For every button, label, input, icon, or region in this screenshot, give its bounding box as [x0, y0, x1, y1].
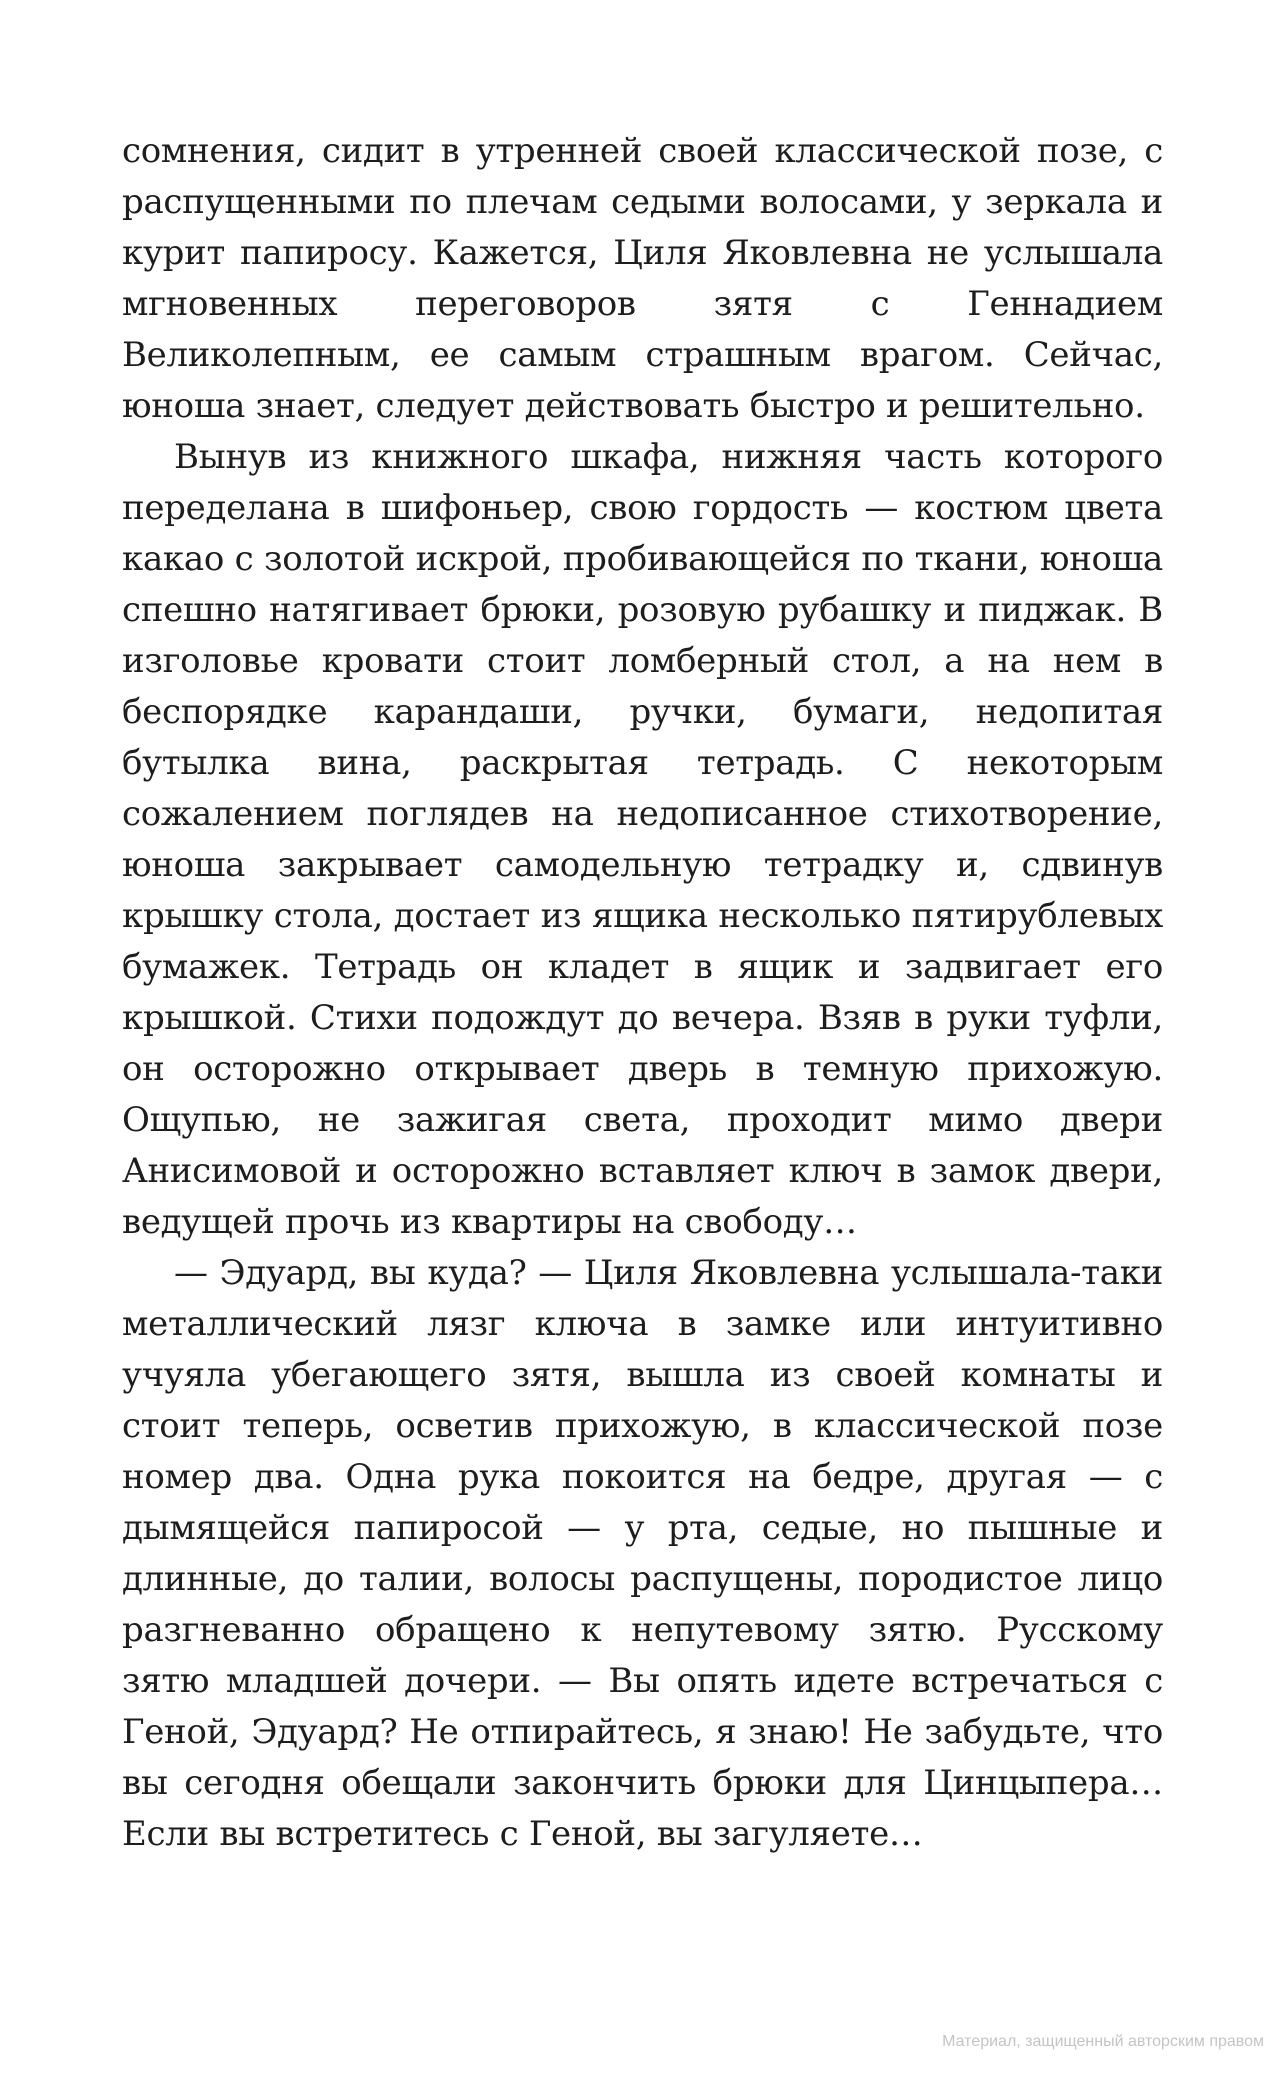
paragraph-2: Вынув из книжного шкафа, нижняя часть которого переделана в шифоньер, свою гордость — костюм цвета какао с золотой искрой, пробивающейся по ткани, юноша спешно натягивает брюки, розовую рубашку и пиджак. В изголовье кровати стоит ломберный стол, а на нем в беспорядке карандаши, ручки, бумаги, недопитая бутылка вина, раскрытая тетрадь. С некоторым сожалением поглядев на недописанное стихотворение, юноша закрывает самодельную тетрадку и, сдвинув крышку стола, достает из ящика несколько пятирублевых бумажек. Тетрадь он кладет в ящик и задвигает его крышкой. Стихи подождут до вечера. Взяв в руки туфли, он осторожно открывает дверь в темную прихожую. Ощупью, не зажигая света, проходит мимо двери Анисимовой и осторожно вставляет ключ в замок двери, ведущей прочь из квартиры на свободу… — [122, 437, 1163, 1242]
copyright-watermark: Материал, защищенный авторским правом — [942, 2033, 1264, 2050]
book-page-body — [122, 126, 1163, 1860]
paragraph-1: сомнения, сидит в утренней своей классической позе, с распущенными по плечам седыми волосами, у зеркала и курит папиросу. Кажется, Циля Яковлевна не услышала мгновенных переговоров зятя с Геннадием Великолепным, ее самым страшным врагом. Сейчас, юноша знает, следует действовать быстро и решительно. — [122, 131, 1163, 426]
paragraph-3: — Эдуард, вы куда? — Циля Яковлевна услышала-таки металлический лязг ключа в замке или интуитивно учуяла убегающего зятя, вышла из своей комнаты и стоит теперь, осветив прихожую, в классической позе номер два. Одна рука покоится на бедре, другая — с дымящейся папиросой — у рта, седые, но пышные и длинные, до талии, волосы распущены, породистое лицо разгневанно обращено к непутевому зятю. Русскому зятю младшей дочери. — Вы опять идете встречаться с Геной, Эдуард? Не отпирайтесь, я знаю! Не забудьте, что вы сегодня обещали закончить брюки для Цинцыпера… Если вы встретитесь с Геной, вы загуляете… — [122, 1253, 1163, 1854]
